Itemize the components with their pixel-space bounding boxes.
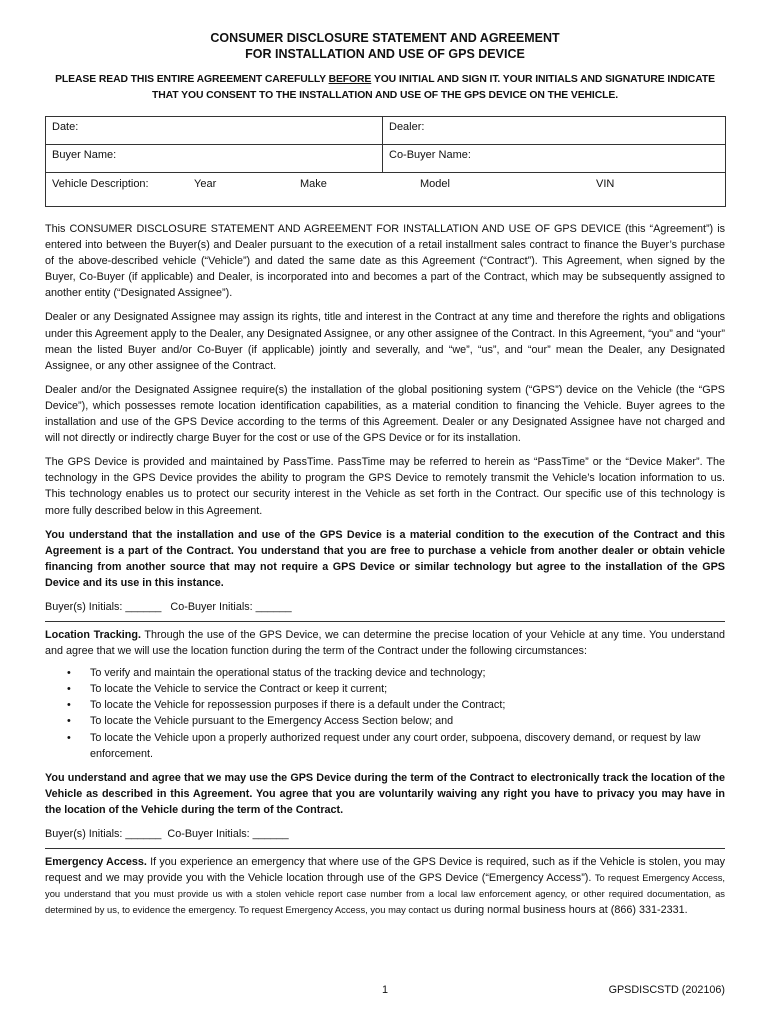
location-tracking-heading: Location Tracking. [45, 628, 141, 641]
list-item-text: To locate the Vehicle for repossession purposes if there is a default under the Contract; [90, 699, 506, 712]
list-item-text: To locate the Vehicle pursuant to the Emergency Access Section below; and [90, 715, 454, 728]
notice-line-2: THAT YOU CONSENT TO THE INSTALLATION AND USE OF THE GPS DEVICE ON THE VEHICLE. [152, 90, 618, 101]
vehicle-make-label: Make [300, 178, 327, 190]
page-number: 1 [382, 984, 389, 996]
notice-line-1 [45, 72, 725, 88]
emergency-access-heading: Emergency Access. [45, 856, 147, 868]
list-item-text: To locate the Vehicle to service the Contract or keep it current; [90, 683, 388, 696]
list-item [45, 730, 725, 762]
assignment-paragraph: Dealer or any Designated Assignee may assign its rights, title and interest in the Contract at any time and therefore the rights and obligations under this Agreement apply to the Dealer, any Designated Assignee, or any other assignee of the Contract. In this Agreement, “you” and “your” mean the listed Buyer and/or Co-Buyer (if applicable) jointly and severally, and “we”, “us”, and “our” mean the Dealer, any Designated Assignee, or any other assignee of the Contract. [45, 311, 725, 372]
list-item [45, 665, 725, 681]
cobuyer-name-label: Co-Buyer Name: [389, 149, 471, 161]
bullet-icon: • [67, 731, 71, 744]
list-item [45, 713, 725, 729]
list-item [45, 681, 725, 697]
notice-text-b: YOU INITIAL AND SIGN IT. YOUR INITIALS AND SIGNATURE INDICATE [371, 74, 715, 85]
vehicle-description-label: Vehicle Description: [52, 178, 149, 190]
date-field[interactable] [46, 117, 383, 145]
notice-text-a: PLEASE READ THIS ENTIRE AGREEMENT CAREFULLY [55, 74, 329, 85]
bullet-icon: • [67, 715, 71, 728]
vehicle-description-field[interactable] [46, 173, 726, 207]
location-tracking-paragraph [45, 627, 725, 659]
emergency-access-text: If you experience an emergency that where use of the GPS Device is required, such as if the Vehicle is stolen, you may request and we may provide you with the Vehicle location through use of the GPS Device (“Emergency Access”). [45, 856, 725, 885]
title-line-2: FOR INSTALLATION AND USE OF GPS DEVICE [245, 47, 525, 61]
vehicle-vin-label: VIN [596, 178, 615, 190]
form-code: GPSDISCSTD (202106) [608, 984, 725, 996]
buyer-info-table [45, 116, 726, 207]
list-item-text: To locate the Vehicle upon a properly authorized request under any court order, subpoena, discovery demand, or request by law enforcement. [90, 731, 701, 760]
bullet-icon: • [67, 699, 71, 712]
date-label: Date: [52, 121, 79, 133]
list-item [45, 697, 725, 713]
bullet-icon: • [67, 683, 71, 696]
location-use-list [45, 665, 725, 762]
passtime-paragraph: The GPS Device is provided and maintained by PassTime. PassTime may be referred to herein as “PassTime” or the “Device Maker”. The technology in the GPS Device provides the ability to program the GPS Device to remotely transmit the Vehicle’s location information to us. This technology enables us to protect our security interest in the Vehicle as set forth in the Contract. Our specific use of this technology is more fully described below in this Agreement. [45, 456, 725, 517]
bullet-icon: • [67, 667, 71, 680]
initials-line-1[interactable]: Buyer(s) Initials: ______ Co-Buyer Initials: ______ [45, 600, 292, 613]
section-divider-1 [45, 621, 725, 622]
section-divider-2 [45, 848, 725, 849]
initials-line-2[interactable]: Buyer(s) Initials: ______ Co-Buyer Initials: ______ [45, 828, 289, 840]
dealer-field[interactable] [383, 117, 726, 145]
emergency-access-paragraph [45, 854, 725, 918]
title-line-1: CONSUMER DISCLOSURE STATEMENT AND AGREEMENT [210, 31, 560, 45]
list-item-text: To verify and maintain the operational status of the tracking device and technology; [90, 667, 486, 680]
notice-before-emphasis: BEFORE [328, 74, 372, 85]
emergency-access-fine-print: To request Emergency Access, you understand that you must provide us with a stolen vehicle report case number from a local law enforcement agency, or other required documentation, as determined by us, to evidence the emergency. To request Emergency Access, you may contact us [45, 872, 726, 916]
vehicle-year-label: Year [194, 178, 217, 190]
location-tracking-text: Through the use of the GPS Device, we can determine the precise location of your Vehicle at any time. You understand and agree that we will use the location function during the term of the Contract under the following circumstances: [45, 628, 725, 658]
buyer-name-field[interactable] [46, 145, 383, 173]
agreement-intro-paragraph: This CONSUMER DISCLOSURE STATEMENT AND AGREEMENT FOR INSTALLATION AND USE OF GPS DEVICE (this “Agreement”) is entered into between the Buyer(s) and Dealer pursuant to the execution of a retail installment sales contract to finance the Buyer’s purchase of the above-described vehicle (“Vehicle”) and dated the same date as this Agreement (“Contract”). This Agreement, when signed by the Buyer, Co-Buyer (if applicable) and Dealer, is incorporated into and becomes a part of the Contract, which may be subsequently assigned to another entity (“Designated Assignee”). [45, 223, 725, 300]
cobuyer-name-field[interactable] [383, 145, 726, 173]
material-condition-paragraph: You understand that the installation and use of the GPS Device is a material condition to the execution of the Contract and this Agreement is a part of the Contract. You understand that you are free to purchase a vehicle from another dealer or obtain vehicle financing from another source that may not require a GPS Device or similar technology but agree to the installation of the GPS Device and its use in this instance. [45, 528, 725, 589]
gps-requirement-paragraph: Dealer and/or the Designated Assignee require(s) the installation of the global positioning system (“GPS”) device on the Vehicle (the “GPS Device”), which possesses remote location identification capabilities, as a material condition to financing the Vehicle. Buyer agrees to the installation and use of the GPS Device according to the terms of this Agreement. Dealer or any Designated Assignee have not charged and will not directly or indirectly charge Buyer for the cost or use of the GPS Device or for its installation. [45, 383, 725, 445]
buyer-name-label: Buyer Name: [52, 149, 117, 161]
emergency-access-contact: during normal business hours at (866) 331-2331. [451, 904, 688, 917]
dealer-label: Dealer: [389, 121, 425, 133]
read-notice [45, 72, 725, 104]
tracking-consent-paragraph: You understand and agree that we may use the GPS Device during the term of the Contract to electronically track the location of the Vehicle as described in this Agreement. You agree that you are voluntarily waiving any right you have to privacy you may have in the location of the Vehicle during the term of the Contract. [45, 771, 725, 816]
document-title [45, 30, 725, 62]
vehicle-model-label: Model [420, 178, 450, 190]
